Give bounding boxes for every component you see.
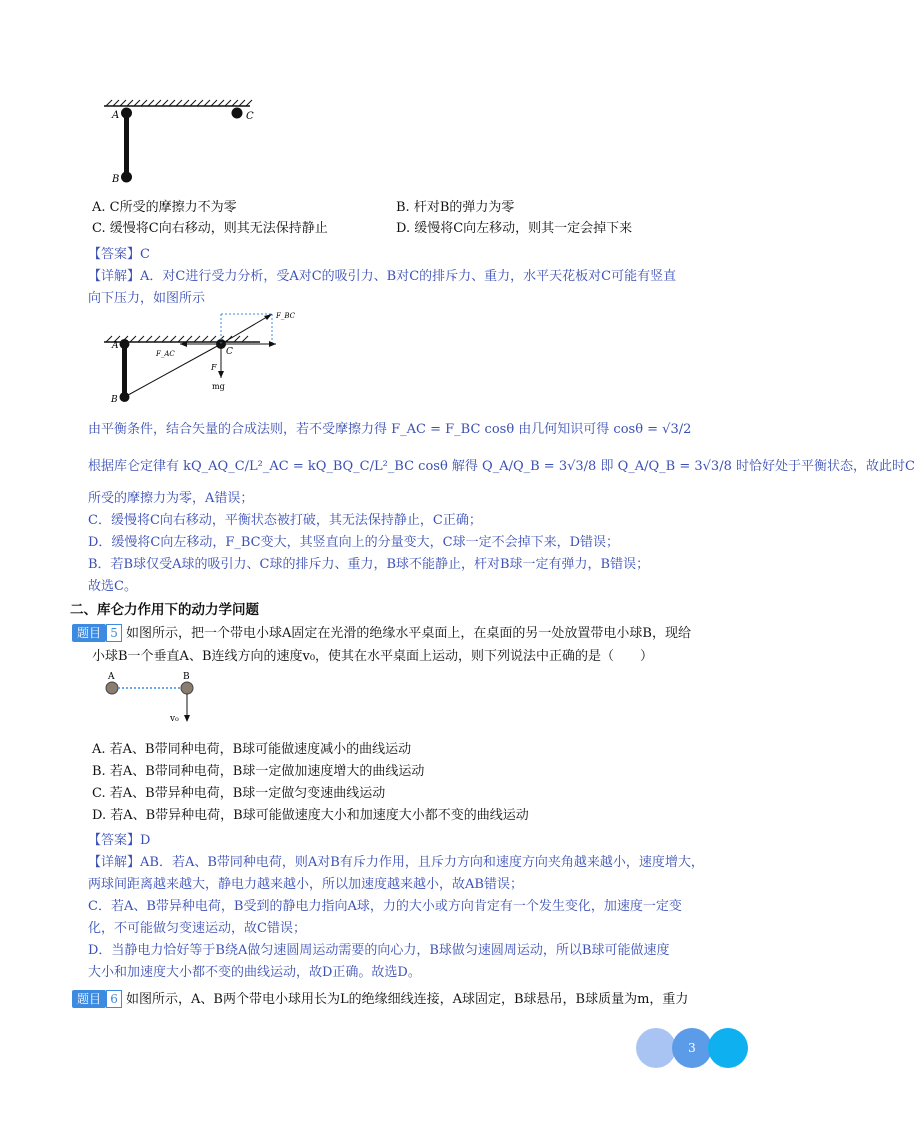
q5-detail-line: 大小和加速度大小都不变的曲线运动，故D正确。故选D。 bbox=[88, 965, 421, 980]
q4-detail-line: C．缓慢将C向右移动，平衡状态被打破，其无法保持静止，C正确； bbox=[88, 513, 482, 528]
q6-stem-line: 如图所示，A、B两个带电小球用长为L的绝缘细线连接，A球固定，B球悬吊，B球质量为m，重力 bbox=[126, 992, 689, 1007]
figure-rod-ceiling bbox=[100, 96, 270, 188]
q5-answer: 【答案】D bbox=[88, 833, 151, 848]
q5-option-b: B. 若A、B带同种电荷，B球一定做加速度增大的曲线运动 bbox=[92, 764, 425, 779]
question-tag: 题目 bbox=[72, 624, 106, 642]
q4-option-c: C. 缓慢将C向右移动，则其无法保持静止 bbox=[92, 221, 328, 236]
q4-option-b: B. 杆对B的弹力为零 bbox=[396, 200, 515, 215]
q4-answer: 【答案】C bbox=[88, 247, 150, 262]
label-a: A bbox=[112, 110, 120, 121]
page-decor-circle-right bbox=[708, 1028, 748, 1068]
section-heading: 二、库仑力作用下的动力学问题 bbox=[70, 602, 259, 618]
label-c: C bbox=[226, 347, 233, 357]
label-b: B bbox=[112, 174, 120, 185]
q5-detail-line: 两球间距离越来越大，静电力越来越小，所以加速度越来越小，故AB错误； bbox=[88, 877, 523, 892]
q5-option-d: D. 若A、B带异种电荷，B球可能做速度大小和加速度大小都不变的曲线运动 bbox=[92, 808, 529, 823]
q4-detail-line: D．缓慢将C向左移动，F_BC变大，其竖直向上的分量变大，C球一定不会掉下来，D错误； bbox=[88, 535, 620, 550]
q5-detail-line: 化，不可能做匀变速运动，故C错误； bbox=[88, 921, 306, 936]
q6-header bbox=[72, 988, 688, 1008]
figure-force-diagram bbox=[100, 306, 300, 406]
q5-header bbox=[72, 622, 691, 642]
q5-detail-line: 【详解】AB．若A、B带同种电荷，则A对B有斥力作用，且斥力方向和速度方向夹角越来越小，速度增大， bbox=[88, 855, 704, 870]
label-a: A bbox=[112, 341, 119, 351]
q5-option-a: A. 若A、B带同种电荷，B球可能做速度减小的曲线运动 bbox=[92, 742, 412, 757]
page-number-badge bbox=[672, 1028, 712, 1068]
label-b: B bbox=[183, 672, 190, 682]
q5-stem-line: 小球B一个垂直A、B连线方向的速度v₀，使其在水平桌面上运动，则下列说法中正确的是（ ） bbox=[92, 649, 654, 664]
q5-detail-line: C．若A、B带异种电荷，B受到的静电力指向A球，力的大小或方向肯定有一个发生变化，加速度一定变 bbox=[88, 899, 682, 914]
q5-detail-line: D．当静电力恰好等于B绕A做匀速圆周运动需要的向心力，B球做匀速圆周运动，所以B球可能做速度 bbox=[88, 943, 670, 958]
q4-option-d: D. 缓慢将C向左移动，则其一定会掉下来 bbox=[396, 221, 633, 236]
label-fac: F_AC bbox=[156, 350, 175, 358]
q5-option-c: C. 若A、B带异种电荷，B球一定做匀变速曲线运动 bbox=[92, 786, 386, 801]
q4-option-a: A. C所受的摩擦力不为零 bbox=[92, 200, 237, 215]
label-b: B bbox=[111, 395, 118, 405]
page-number: 3 bbox=[688, 1041, 696, 1055]
label-fbc: F_BC bbox=[276, 312, 295, 320]
question-tag: 题目 bbox=[72, 990, 106, 1008]
q4-detail-line: 【详解】A．对C进行受力分析，受A对C的吸引力、B对C的排斥力、重力，水平天花板对C可能有竖直 bbox=[88, 269, 677, 284]
question-number: 6 bbox=[106, 990, 122, 1008]
question-number: 5 bbox=[106, 624, 122, 642]
q4-detail-line: 由平衡条件，结合矢量的合成法则，若不受摩擦力得 F_AC = F_BC cosθ 由几何知识可得 cosθ = √3/2 bbox=[88, 422, 692, 437]
label-a: A bbox=[108, 672, 115, 682]
q4-detail-line: 故选C。 bbox=[88, 579, 137, 594]
page-decor-circle-left bbox=[636, 1028, 676, 1068]
q4-detail-line: 根据库仑定律有 kQ_AQ_C/L²_AC = kQ_BQ_C/L²_BC cosθ 解得 Q_A/Q_B = 3√3/8 即 Q_A/Q_B = 3√3/8 时恰好处于平衡状态，故此时C bbox=[88, 459, 915, 474]
q4-detail-line: 所受的摩擦力为零，A错误； bbox=[88, 491, 254, 506]
label-v0: v₀ bbox=[170, 714, 179, 724]
q5-stem-line: 如图所示，把一个带电小球A固定在光滑的绝缘水平桌面上，在桌面的另一处放置带电小球B，现给 bbox=[126, 626, 691, 641]
q4-detail-line: B．若B球仅受A球的吸引力、C球的排斥力、重力，B球不能静止，杆对B球一定有弹力，B错误； bbox=[88, 557, 650, 572]
label-c: C bbox=[246, 111, 254, 122]
label-f: F bbox=[211, 363, 217, 372]
label-mg: mg bbox=[212, 382, 225, 391]
figure-two-balls bbox=[100, 668, 210, 726]
q4-detail-line: 向下压力，如图所示 bbox=[88, 291, 206, 306]
